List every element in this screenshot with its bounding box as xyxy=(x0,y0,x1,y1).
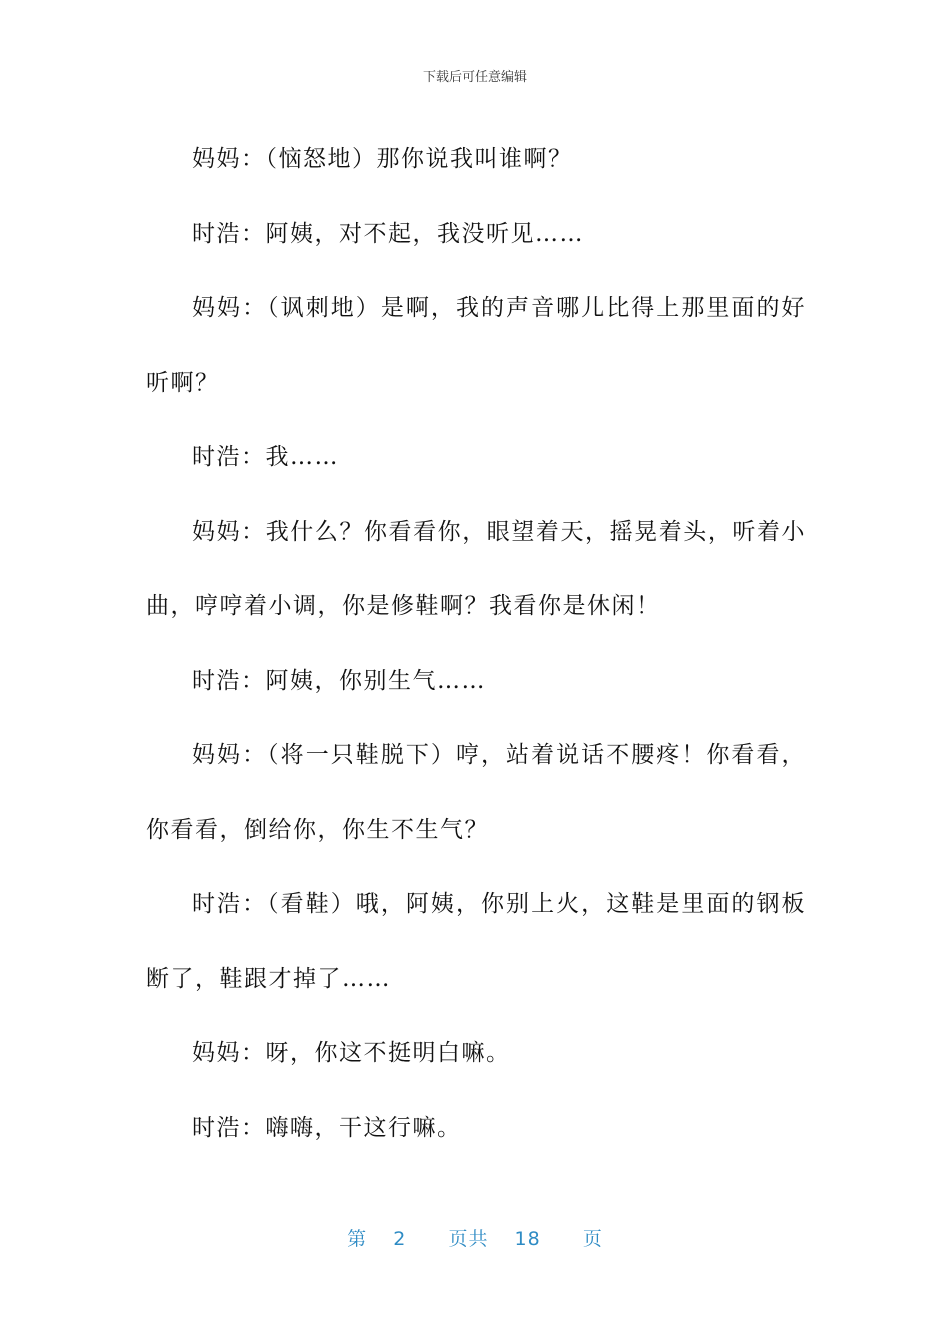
dialogue-paragraph: 时浩：嗨嗨，干这行嘛。 xyxy=(192,1114,462,1141)
page-footer xyxy=(0,1224,950,1251)
page-mid: 页共 xyxy=(448,1228,489,1250)
header-note: 下载后可任意编辑 xyxy=(422,70,527,85)
page-total: 18 xyxy=(514,1228,541,1250)
dialogue-paragraph: 妈妈：（将一只鞋脱下）哼，站着说话不腰疼！你看看，你看看，倒给你，你生不生气？ xyxy=(146,742,806,843)
page-prefix: 第 xyxy=(347,1228,368,1250)
dialogue-paragraph: 时浩：我…… xyxy=(192,444,339,470)
dialogue-paragraph: 妈妈：（讽刺地）是啊，我的声音哪儿比得上那里面的好听啊？ xyxy=(146,295,806,396)
dialogue-paragraph: 时浩：阿姨，对不起，我没听见…… xyxy=(192,220,584,247)
dialogue-paragraph: 妈妈：（恼怒地）那你说我叫谁啊？ xyxy=(192,146,573,172)
document-body xyxy=(146,122,806,1165)
dialogue-paragraph: 时浩：（看鞋）哦，阿姨，你别上火，这鞋是里面的钢板断了，鞋跟才掉了…… xyxy=(146,891,806,992)
page-suffix: 页 xyxy=(582,1228,603,1250)
page-current: 2 xyxy=(393,1228,407,1250)
dialogue-paragraph: 时浩：阿姨，你别生气…… xyxy=(192,667,486,694)
dialogue-paragraph: 妈妈：我什么？你看看你，眼望着天，摇晃着头，听着小曲，哼哼着小调，你是修鞋啊？我看你是休闲！ xyxy=(146,518,806,619)
dialogue-paragraph: 妈妈：呀，你这不挺明白嘛。 xyxy=(192,1040,511,1066)
